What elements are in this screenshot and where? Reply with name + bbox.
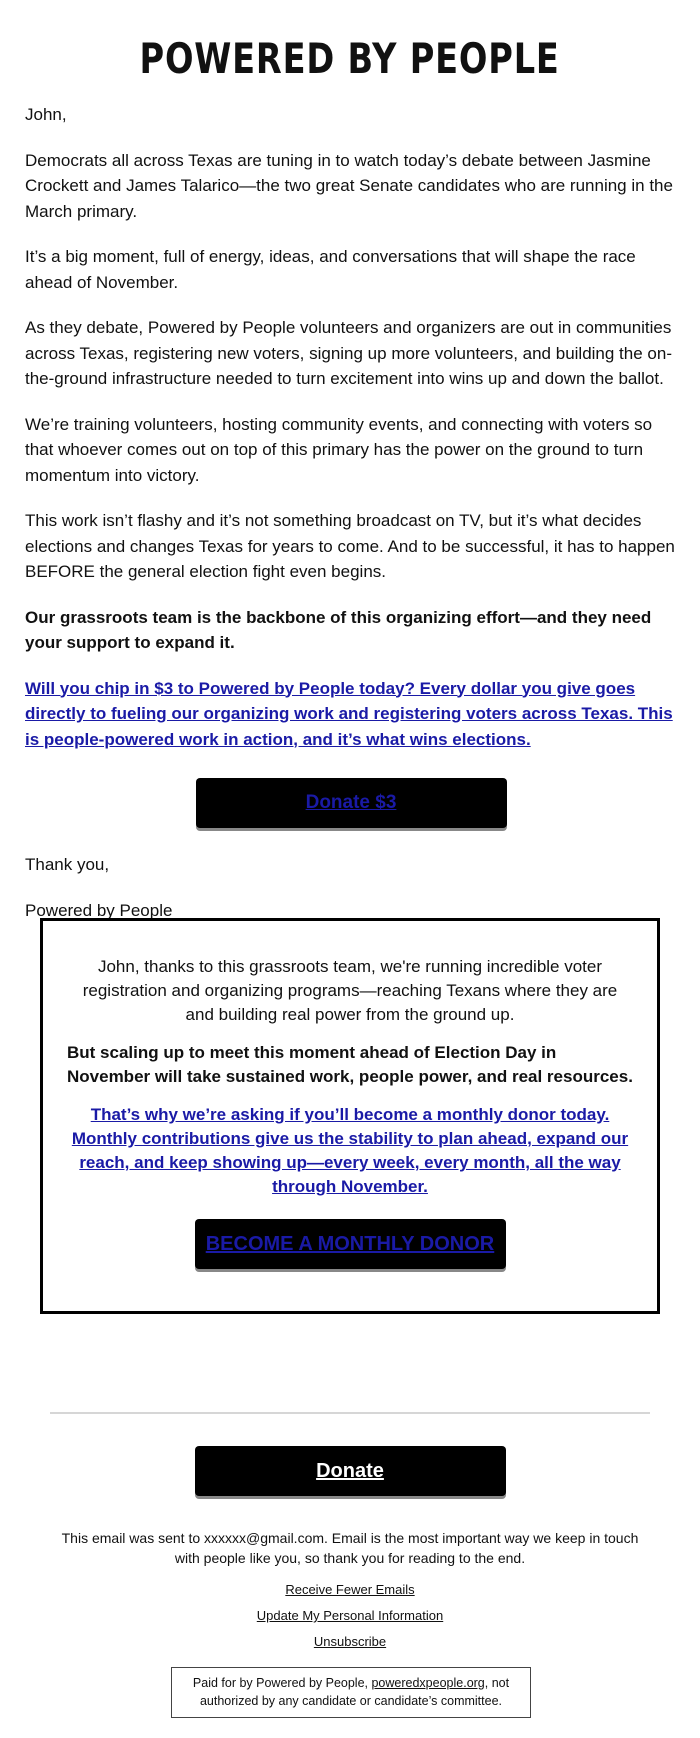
sent-notice: This email was sent to xxxxxx@gmail.com. Email is the most important way we keep in touch with people like you, so thank you for reading to the end. — [61, 1530, 639, 1566]
donate-3-button-wrap — [25, 772, 677, 852]
body-paragraph: This work isn’t flashy and it’s not something broadcast on TV, but it’s what decides elections and changes Texas for years to come. And to be successful, it has to happen BEFORE the general election fight even begins. — [25, 511, 675, 581]
fewer-emails-link[interactable]: Receive Fewer Emails — [285, 1582, 415, 1597]
chip-in-link[interactable]: Will you chip in $3 to Powered by People today? Every dollar you give goes directly to fueling our organizing work and registering voters across Texas. This is people-powered work in action, and it’s what wins elections. — [25, 678, 673, 749]
paid-for-prefix: Paid for by Powered by People, — [192, 1676, 372, 1690]
logo — [0, 30, 700, 88]
divider — [50, 1412, 650, 1414]
logo-text: POWERED BY PEOPLE — [139, 34, 561, 83]
monthly-intro: John, thanks to this grassroots team, we're running incredible voter registration and organizing programs—reaching Texans where they are and building real power from the ground up. — [82, 957, 618, 1024]
update-info-link[interactable]: Update My Personal Information — [256, 1608, 444, 1623]
body-paragraph: As they debate, Powered by People volunteers and organizers are out in communities across Texas, registering new voters, signing up more volunteers, and building the on-the-ground infrastructure needed to turn excitement into wins up and down the ballot. — [25, 318, 672, 388]
paid-for-disclaimer — [171, 1667, 531, 1718]
monthly-ask-link[interactable]: That’s why we’re asking if you’ll become a monthly donor today. Monthly contributions give us the stability to plan ahead, expand our reach, and keep showing up—every week, every month, all the way through November. — [71, 1105, 629, 1196]
email-body — [25, 102, 677, 943]
bold-paragraph: Our grassroots team is the backbone of this organizing effort—and they need your support to expand it. — [25, 607, 652, 652]
closing: Thank you, — [25, 855, 110, 874]
monthly-donor-button[interactable]: BECOME A MONTHLY DONOR — [195, 1219, 506, 1269]
footer — [0, 1446, 700, 1652]
body-paragraph: It’s a big moment, full of energy, ideas, and conversations that will shape the race ahead of November. — [25, 247, 636, 292]
unsubscribe-link[interactable]: Unsubscribe — [313, 1634, 387, 1649]
signature: Powered by People — [25, 900, 173, 920]
site-link[interactable]: poweredxpeople.org — [371, 1676, 485, 1690]
donate-3-button[interactable]: Donate $3 — [196, 778, 507, 828]
paid-for-suffix: , not authorized by any candidate or candidate’s committee. — [199, 1676, 510, 1708]
body-paragraph: Democrats all across Texas are tuning in to watch today’s debate between Jasmine Crockett and James Talarico—the two great Senate candidates who are running in the March primary. — [25, 150, 673, 221]
greeting: John, — [25, 105, 67, 124]
monthly-donor-box — [40, 918, 660, 1314]
body-paragraph: We’re training volunteers, hosting community events, and connecting with voters so that whoever comes out on top of this primary has the power on the ground to turn momentum into victory. — [25, 414, 653, 485]
monthly-bold-text: But scaling up to meet this moment ahead of Election Day in November will take sustained work, people power, and real resources. — [67, 1043, 633, 1086]
donate-button[interactable]: Donate — [195, 1446, 506, 1496]
